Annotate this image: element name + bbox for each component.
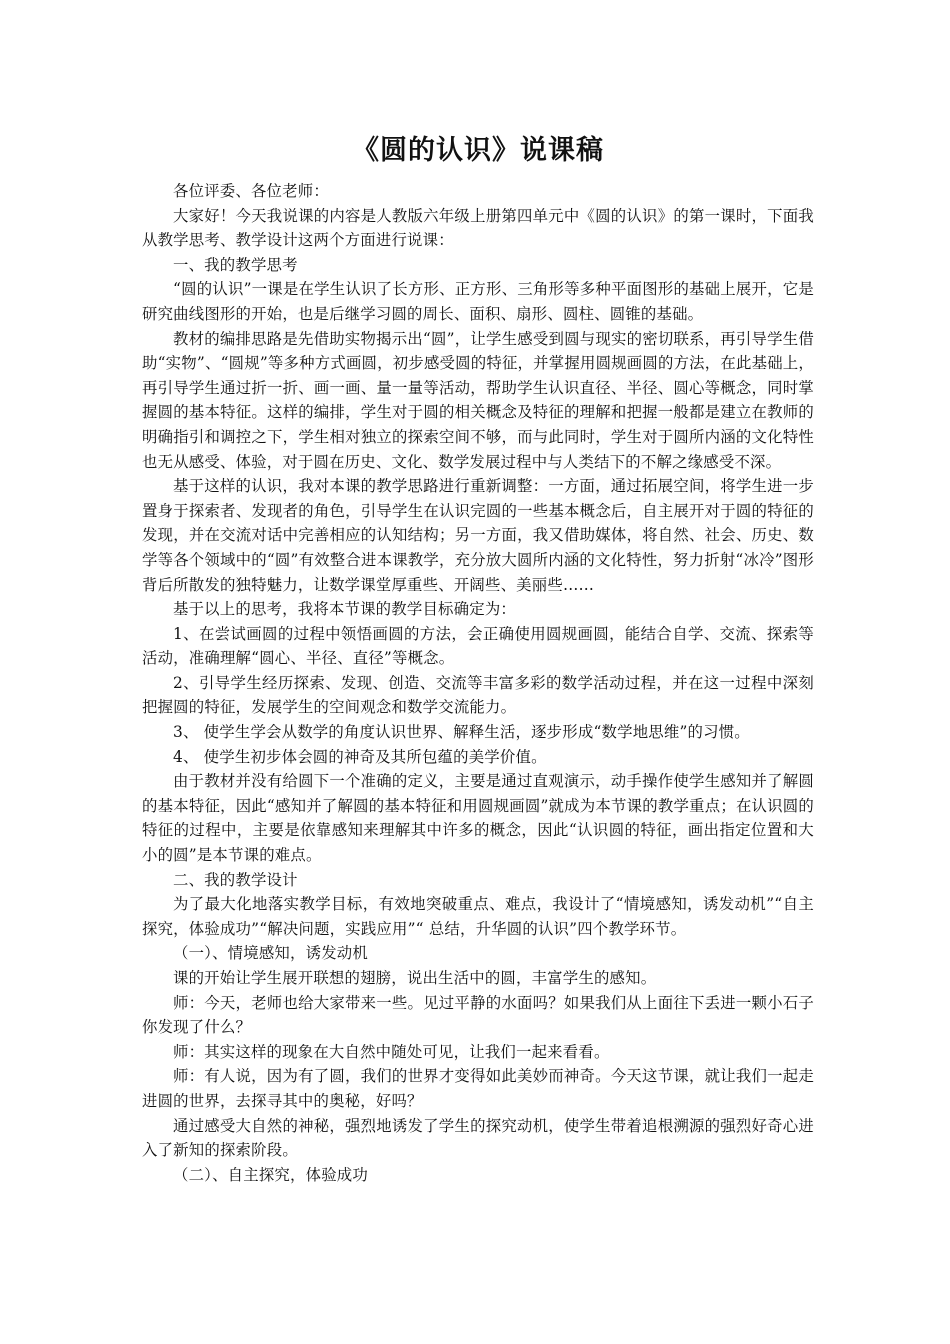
paragraph: 师：其实这样的现象在大自然中随处可见，让我们一起来看看。 [173, 1042, 610, 1061]
goal-item: 1、在尝试画圆的过程中领悟画圆的方法，会正确使用圆规画圆，能结合自学、交流、探索等活动，准确理解“圆心、半径、直径”等概念。 [142, 624, 814, 668]
paragraph: 各位评委、各位老师： [173, 182, 329, 200]
paragraph: “圆的认识”一课是在学生认识了长方形、正方形、三角形等多种平面图形的基础上展开，它是研究曲线图形的开始，也是后继学习圆的周长、面积、扇形、圆柱、圆锥的基础。 [142, 280, 814, 323]
goal-item: 3、 使学生学会从数学的角度认识世界、解释生活，逐步形成“数学地思维”的习惯。 [173, 723, 750, 742]
section-heading: 二、我的教学设计 [173, 870, 298, 889]
document-title: 《圆的认识》说课稿 [352, 135, 604, 166]
paragraph: 课的开始让学生展开联想的翅膀，说出生活中的圆，丰富学生的感知。 [173, 969, 657, 987]
paragraph: 由于教材并没有给圆下一个准确的定义，主要是通过直观演示，动手操作使学生感知并了解圆的基本特征，因此“感知并了解圆的基本特征和用圆规画圆”就成为本节课的教学重点；在认识圆的特征的过程中，主要是依靠感知来理解其中许多的概念，因此“认识圆的特征，画出指定位置和大小的圆”是本节课的难点。 [142, 772, 814, 865]
goal-item: 4、 使学生初步体会圆的神奇及其所包蕴的美学价值。 [173, 747, 547, 766]
paragraph: 通过感受大自然的神秘，强烈地诱发了学生的探究动机，使学生带着追根溯源的强烈好奇心进入了新知的探索阶段。 [142, 1116, 814, 1160]
section-heading: 一、我的教学思考 [173, 255, 298, 274]
paragraph: 大家好！今天我说课的内容是人教版六年级上册第四单元中《圆的认识》的第一课时，下面我从教学思考、教学设计这两个方面进行说课： [142, 206, 814, 250]
paragraph: 师：今天，老师也给大家带来一些。见过平静的水面吗？如果我们从上面往下丢进一颗小石子你发现了什么？ [142, 993, 814, 1037]
goal-item: 2、引导学生经历探索、发现、创造、交流等丰富多彩的数学活动过程，并在这一过程中深刻把握圆的特征，发展学生的空间观念和数学交流能力。 [142, 673, 814, 717]
subsection-heading: （一）、情境感知，诱发动机 [173, 944, 368, 963]
paragraph: 师：有人说，因为有了圆，我们的世界才变得如此美妙而神奇。今天这节课，就让我们一起走进圆的世界，去探寻其中的奥秘，好吗？ [142, 1067, 814, 1110]
paragraph: 基于以上的思考，我将本节课的教学目标确定为： [173, 600, 516, 619]
paragraph: 为了最大化地落实教学目标，有效地突破重点、难点，我设计了“情境感知，诱发动机”“自主探究，体验成功”“解决问题，实践应用”“ 总结，升华圆的认识”四个教学环节。 [142, 895, 814, 938]
paragraph: 教材的编排思路是先借助实物揭示出“圆”，让学生感受到圆与现实的密切联系，再引导学生借助“实物”、“圆规”等多种方式画圆，初步感受圆的特征，并掌握用圆规画圆的方法，在此基础上，再引导学生通过折一折、画一画、量一量等活动，帮助学生认识直径、半径、圆心等概念，同时掌握圆的基本特征。这样的编排，学生对于圆的相关概念及特征的理解和把握一般都是建立在教师的明确指引和调控之下，学生相对独立的探索空间不够，而与此同时，学生对于圆所内涵的文化特性也无从感受、体验，对于圆在历史、文化、数学发展过程中与人类结下的不解之缘感受不深。 [142, 329, 814, 471]
subsection-heading: （二）、自主探究，体验成功 [173, 1165, 368, 1184]
paragraph: 基于这样的认识，我对本课的教学思路进行重新调整：一方面，通过拓展空间，将学生进一步置身于探索者、发现者的角色，引导学生在认识完圆的一些基本概念后，自主展开对于圆的特征的发现，并在交流对话中完善相应的认知结构；另一方面，我又借助媒体，将自然、社会、历史、数学等各个领域中的“圆”有效整合进本课教学，充分放大圆所内涵的文化特性，努力折射“冰冷”图形背后所散发的独特魅力，让数学课堂厚重些、开阔些、美丽些…… [142, 477, 814, 594]
document-body [142, 133, 814, 1187]
